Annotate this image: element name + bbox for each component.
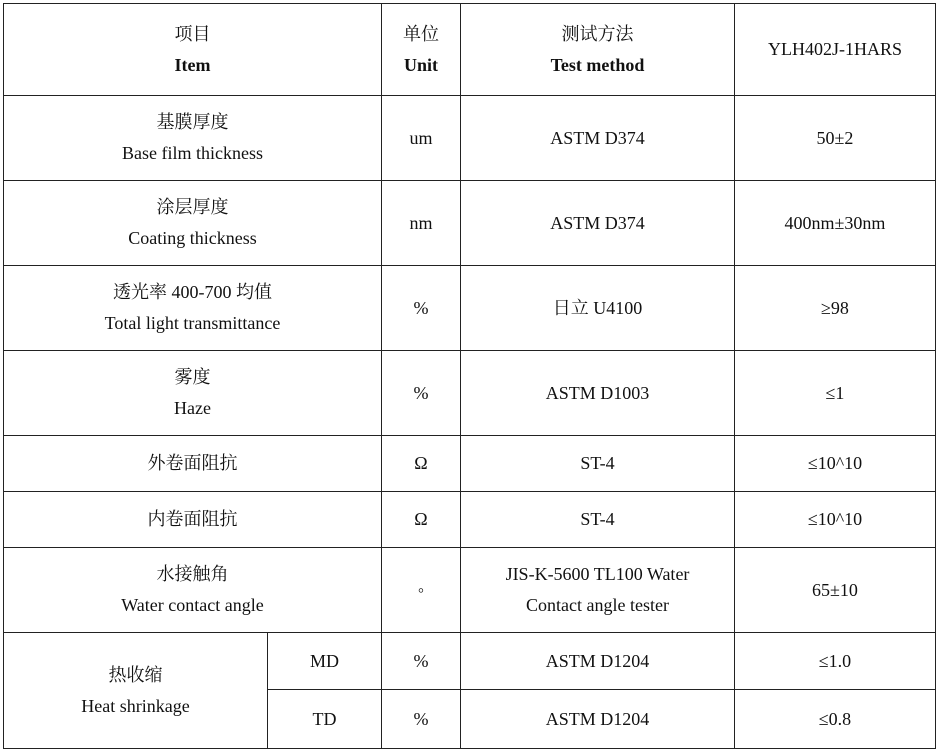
row-method: ASTM D1204 [461,633,735,690]
row-method-line2: Contact angle tester [526,595,669,615]
row-method [461,548,735,633]
row-value: ≤1 [735,351,936,436]
header-unit-en: Unit [403,54,438,75]
header-method-cn: 测试方法 [561,23,634,44]
row-unit: Ω [382,436,461,492]
table-row [4,492,936,548]
row-item [4,266,382,351]
row-method: ST-4 [461,492,735,548]
row-item-cn: 基膜厚度 [156,112,229,132]
row-method-line1: JIS-K-5600 TL100 Water [505,564,690,584]
row-item [4,548,382,633]
shrinkage-item-en: Heat shrinkage [81,695,190,716]
row-method: ASTM D1204 [461,690,735,749]
row-value: ≤0.8 [735,690,936,749]
row-method: ASTM D374 [461,181,735,266]
table-row [4,266,936,351]
row-method: ASTM D374 [461,96,735,181]
row-item [4,181,382,266]
row-unit: nm [382,181,461,266]
row-item [4,96,382,181]
row-method: 日立 U4100 [461,266,735,351]
row-item-en: Haze [174,398,211,418]
row-item-cn: 内卷面阻抗 [4,492,382,548]
row-item-en: Total light transmittance [104,313,281,333]
row-unit: um [382,96,461,181]
table-row [4,351,936,436]
header-item-en: Item [174,54,211,75]
table-row [4,96,936,181]
row-value: ≤10^10 [735,492,936,548]
row-item-en: Base film thickness [122,143,263,163]
row-unit: ◦ [382,548,461,633]
row-value: ≤10^10 [735,436,936,492]
row-item-cn: 透光率 400-700 均值 [113,282,272,302]
row-value: ≥98 [735,266,936,351]
header-unit-cn: 单位 [403,23,439,44]
table-row [4,181,936,266]
row-item-en: Coating thickness [128,228,257,248]
shrinkage-item [4,633,268,749]
row-unit: Ω [382,492,461,548]
spec-table [3,3,936,749]
row-method: ST-4 [461,436,735,492]
row-unit: % [382,633,461,690]
table-row [4,633,936,690]
row-item-cn: 涂层厚度 [156,197,229,217]
header-method [461,4,735,96]
table-row [4,436,936,492]
header-method-en: Test method [550,54,645,75]
table-row [4,548,936,633]
row-value: 65±10 [735,548,936,633]
row-method: ASTM D1003 [461,351,735,436]
row-item [4,351,382,436]
shrinkage-direction-td: TD [268,690,382,749]
row-value: 50±2 [735,96,936,181]
header-model: YLH402J-1HARS [735,4,936,96]
shrinkage-item-cn: 热收缩 [108,664,163,685]
header-item [4,4,382,96]
row-item-cn: 水接触角 [156,564,229,584]
shrinkage-direction-md: MD [268,633,382,690]
row-item-cn: 外卷面阻抗 [4,436,382,492]
header-item-cn: 项目 [174,23,211,44]
row-unit: % [382,266,461,351]
row-item-cn: 雾度 [174,367,211,387]
row-value: ≤1.0 [735,633,936,690]
row-value: 400nm±30nm [735,181,936,266]
row-unit: % [382,690,461,749]
header-row [4,4,936,96]
header-unit [382,4,461,96]
row-unit: % [382,351,461,436]
row-item-en: Water contact angle [121,595,264,615]
